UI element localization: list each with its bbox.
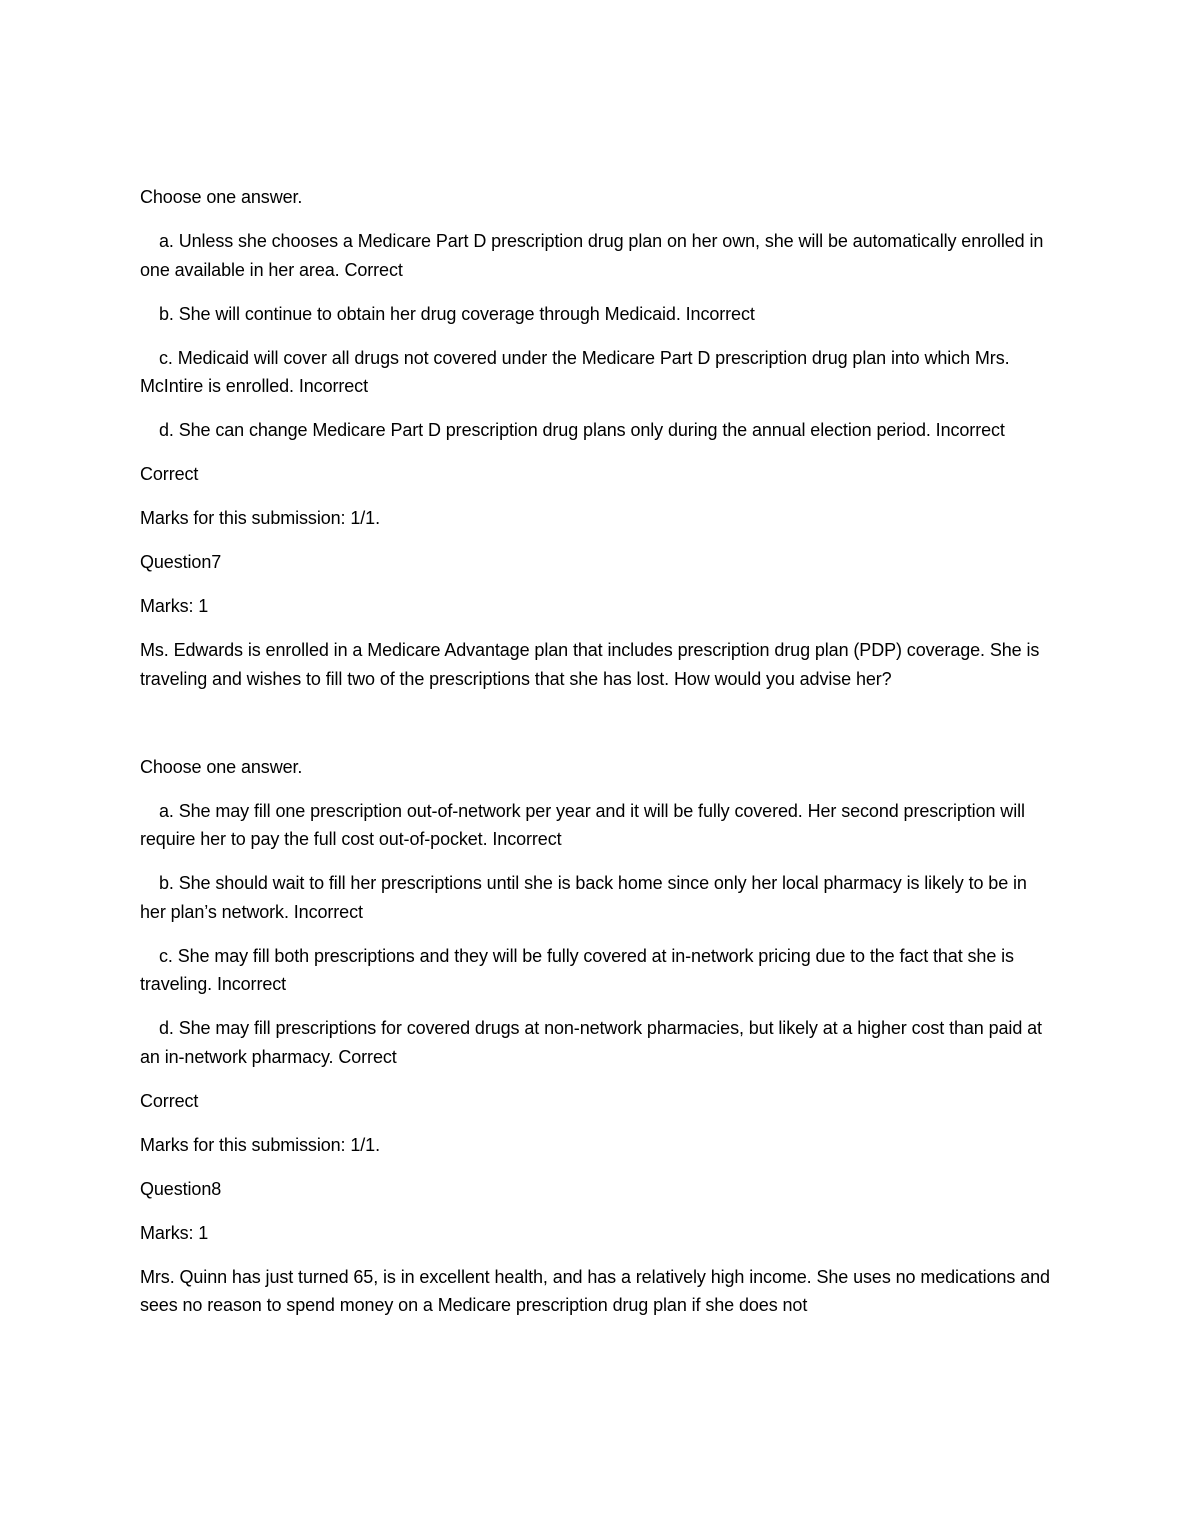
q6-option-a: a. Unless she chooses a Medicare Part D prescription drug plan on her own, she will be automatically enrolled in one available in her area. Correct	[140, 231, 1044, 280]
q7-question-text: Ms. Edwards is enrolled in a Medicare Advantage plan that includes prescription drug plan (PDP) coverage. She is traveling and wishes to fill two of the prescriptions that she has lost. How would you advise her?	[140, 640, 1040, 689]
q8-heading: Question8	[140, 1178, 222, 1199]
q7-marks: Marks: 1	[140, 596, 209, 616]
q7-option-d: d. She may fill prescriptions for covered drugs at non-network pharmacies, but likely at a higher cost than paid at an in-network pharmacy. Correct	[140, 1018, 1042, 1067]
q7-heading: Question7	[140, 552, 222, 572]
q8-marks: Marks: 1	[140, 1222, 209, 1243]
q6-option-b: b. She will continue to obtain her drug coverage through Medicaid. Incorrect	[159, 303, 755, 324]
q7-marks-submission: Marks for this submission: 1/1.	[140, 1134, 380, 1155]
q8-question-text: Mrs. Quinn has just turned 65, is in excellent health, and has a relatively high income. She uses no medications and sees no reason to spend money on a Medicare prescription drug plan if she does not	[140, 1266, 1050, 1315]
q6-choose-prompt: Choose one answer.	[140, 187, 303, 207]
q7-result: Correct	[140, 1090, 199, 1111]
q6-option-d: d. She can change Medicare Part D prescription drug plans only during the annual election period. Incorrect	[159, 420, 1005, 440]
q6-option-c: c. Medicaid will cover all drugs not covered under the Medicare Part D prescription drug plan into which Mrs. McIntire is enrolled. Incorrect	[140, 347, 1010, 396]
spacer	[140, 709, 1050, 753]
document-page	[140, 183, 1050, 1335]
q6-marks-submission: Marks for this submission: 1/1.	[140, 508, 380, 528]
q7-option-a: a. She may fill one prescription out-of-network per year and it will be fully covered. Her second prescription will require her to pay the full cost out-of-pocket. Incorrect	[140, 800, 1025, 849]
q7-option-c: c. She may fill both prescriptions and they will be fully covered at in-network pricing due to the fact that she is traveling. Incorrect	[140, 945, 1014, 994]
q6-result: Correct	[140, 464, 199, 484]
q7-choose-prompt: Choose one answer.	[140, 756, 303, 777]
q7-option-b: b. She should wait to fill her prescriptions until she is back home since only her local pharmacy is likely to be in her plan’s network. Incorrect	[140, 873, 1027, 922]
